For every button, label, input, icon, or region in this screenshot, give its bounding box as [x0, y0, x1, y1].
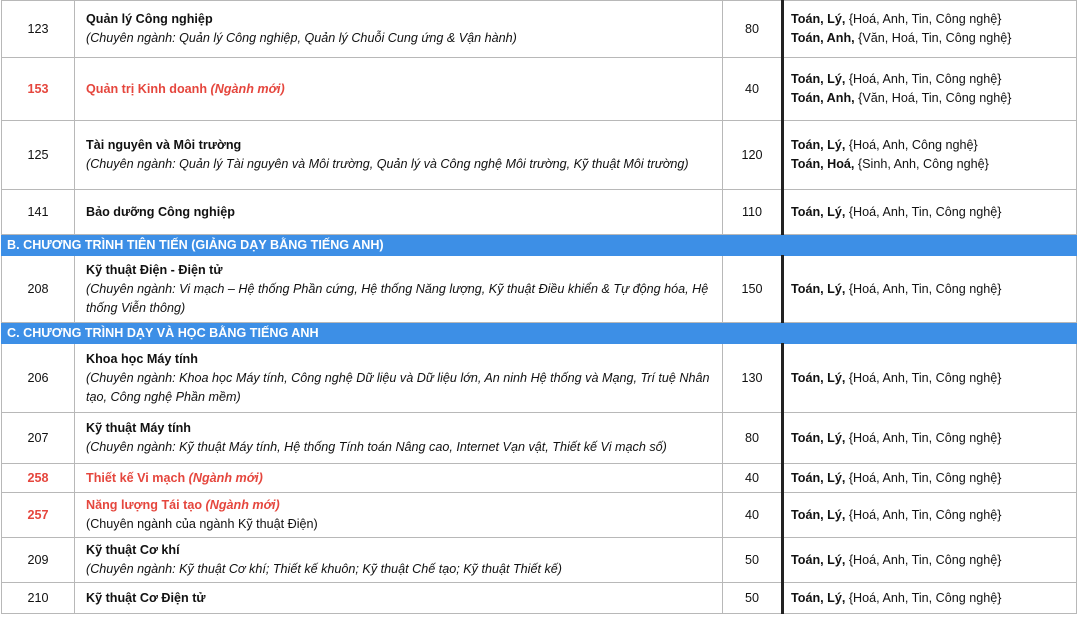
- program-quota: 40: [723, 464, 783, 493]
- program-code: 153: [2, 58, 75, 121]
- program-code: 123: [2, 1, 75, 58]
- program-code: 125: [2, 121, 75, 190]
- admissions-table: [1, 0, 1077, 614]
- program-specializations: (Chuyên ngành của ngành Kỹ thuật Điện): [86, 517, 318, 531]
- program-code: 209: [2, 538, 75, 583]
- program-name-cell: [75, 344, 723, 413]
- program-quota: 50: [723, 583, 783, 614]
- table-row: [2, 190, 1077, 235]
- subject-combination: Toán, Lý, {Hoá, Anh, Tin, Công nghệ}: [791, 204, 1002, 219]
- subject-combinations: [783, 1, 1077, 58]
- program-specializations: (Chuyên ngành: Kỹ thuật Cơ khí; Thiết kế khuôn; Kỹ thuật Chế tạo; Kỹ thuật Thiết kế): [86, 562, 562, 576]
- subject-combination: Toán, Lý, {Hoá, Anh, Tin, Công nghệ}: [791, 590, 1002, 605]
- table-row: [2, 344, 1077, 413]
- program-name-cell: [75, 493, 723, 538]
- program-name: Kỹ thuật Cơ khí: [86, 543, 180, 557]
- program-code: 257: [2, 493, 75, 538]
- program-code: 206: [2, 344, 75, 413]
- program-quota: 50: [723, 538, 783, 583]
- table-body: [2, 1, 1077, 614]
- program-specializations: (Chuyên ngành: Quản lý Công nghiệp, Quản lý Chuỗi Cung ứng & Vận hành): [86, 31, 517, 45]
- program-name: Kỹ thuật Điện - Điện tử: [86, 262, 223, 277]
- program-name-cell: [75, 256, 723, 323]
- program-code: 258: [2, 464, 75, 493]
- subject-combinations: [783, 583, 1077, 614]
- subject-combinations: [783, 413, 1077, 464]
- table-row: [2, 413, 1077, 464]
- program-quota: 40: [723, 493, 783, 538]
- program-specializations: (Chuyên ngành: Kỹ thuật Máy tính, Hệ thống Tính toán Nâng cao, Internet Vạn vật, Thiết kế Vi mạch số): [86, 440, 667, 454]
- table-row: [2, 493, 1077, 538]
- subject-combination: Toán, Lý, {Hoá, Anh, Tin, Công nghệ}: [791, 552, 1002, 567]
- program-name: Năng lượng Tái tạo (Ngành mới): [86, 498, 280, 512]
- program-name: Thiết kế Vi mạch (Ngành mới): [86, 470, 263, 485]
- program-specializations: (Chuyên ngành: Khoa học Máy tính, Công nghệ Dữ liệu và Dữ liệu lớn, An ninh Hệ thống và Mạng, Trí tuệ Nhân tạo, Công nghệ Phần mềm): [86, 370, 710, 404]
- program-name-cell: [75, 1, 723, 58]
- subject-combinations: [783, 464, 1077, 493]
- table-row: [2, 538, 1077, 583]
- program-quota: 40: [723, 58, 783, 121]
- program-quota: 120: [723, 121, 783, 190]
- new-program-tag: (Ngành mới): [205, 498, 280, 512]
- program-name: Bảo dưỡng Công nghiệp: [86, 204, 235, 219]
- subject-combinations: [783, 493, 1077, 538]
- subject-combination: Toán, Lý, {Hoá, Anh, Tin, Công nghệ}: [791, 370, 1002, 385]
- table-row: [2, 464, 1077, 493]
- section-label: B. CHƯƠNG TRÌNH TIÊN TIẾN (GIẢNG DẠY BẰNG TIẾNG ANH): [2, 235, 1077, 256]
- subject-combination: Toán, Lý, {Hoá, Anh, Tin, Công nghệ}: [791, 72, 1002, 86]
- program-quota: 130: [723, 344, 783, 413]
- subject-combinations: [783, 538, 1077, 583]
- program-name: Kỹ thuật Máy tính: [86, 421, 191, 435]
- program-name-cell: [75, 121, 723, 190]
- subject-combination: Toán, Lý, {Hoá, Anh, Tin, Công nghệ}: [791, 281, 1002, 296]
- program-name: Quản trị Kinh doanh (Ngành mới): [86, 81, 285, 96]
- new-program-tag: (Ngành mới): [188, 470, 263, 485]
- table-row: [2, 1, 1077, 58]
- subject-combination: Toán, Lý, {Hoá, Anh, Tin, Công nghệ}: [791, 507, 1002, 522]
- program-code: 210: [2, 583, 75, 614]
- program-quota: 150: [723, 256, 783, 323]
- program-code: 141: [2, 190, 75, 235]
- program-quota: 80: [723, 1, 783, 58]
- program-name-cell: [75, 464, 723, 493]
- subject-combinations: [783, 121, 1077, 190]
- subject-combination: Toán, Hoá, {Sinh, Anh, Công nghệ}: [791, 157, 989, 171]
- table-row: [2, 121, 1077, 190]
- subject-combinations: [783, 190, 1077, 235]
- program-name-cell: [75, 58, 723, 121]
- subject-combination: Toán, Lý, {Hoá, Anh, Tin, Công nghệ}: [791, 12, 1002, 26]
- program-specializations: (Chuyên ngành: Vi mạch – Hệ thống Phần cứng, Hệ thống Năng lượng, Kỹ thuật Điều khiển & Tự động hóa, Hệ thống Viễn thông): [86, 281, 709, 315]
- table-row: [2, 583, 1077, 614]
- program-specializations: (Chuyên ngành: Quản lý Tài nguyên và Môi trường, Quản lý và Công nghệ Môi trường, Kỹ thuật Môi trường): [86, 157, 689, 171]
- section-header: [2, 235, 1077, 256]
- table-row: [2, 256, 1077, 323]
- program-code: 207: [2, 413, 75, 464]
- subject-combination: Toán, Lý, {Hoá, Anh, Công nghệ}: [791, 138, 978, 152]
- program-quota: 110: [723, 190, 783, 235]
- program-quota: 80: [723, 413, 783, 464]
- program-name-cell: [75, 538, 723, 583]
- program-name-cell: [75, 413, 723, 464]
- subject-combinations: [783, 344, 1077, 413]
- program-name-cell: [75, 583, 723, 614]
- section-header: [2, 323, 1077, 344]
- subject-combinations: [783, 58, 1077, 121]
- table-row: [2, 58, 1077, 121]
- program-name: Tài nguyên và Môi trường: [86, 138, 242, 152]
- program-name-cell: [75, 190, 723, 235]
- program-name: Khoa học Máy tính: [86, 351, 198, 366]
- subject-combinations: [783, 256, 1077, 323]
- program-code: 208: [2, 256, 75, 323]
- program-name: Quản lý Công nghiệp: [86, 12, 213, 26]
- subject-combination: Toán, Anh, {Văn, Hoá, Tin, Công nghệ}: [791, 91, 1012, 105]
- program-name: Kỹ thuật Cơ Điện tử: [86, 590, 206, 605]
- section-label: C. CHƯƠNG TRÌNH DẠY VÀ HỌC BẰNG TIẾNG ANH: [2, 323, 1077, 344]
- subject-combination: Toán, Anh, {Văn, Hoá, Tin, Công nghệ}: [791, 31, 1012, 45]
- subject-combination: Toán, Lý, {Hoá, Anh, Tin, Công nghệ}: [791, 470, 1002, 485]
- subject-combination: Toán, Lý, {Hoá, Anh, Tin, Công nghệ}: [791, 430, 1002, 445]
- new-program-tag: (Ngành mới): [210, 81, 285, 96]
